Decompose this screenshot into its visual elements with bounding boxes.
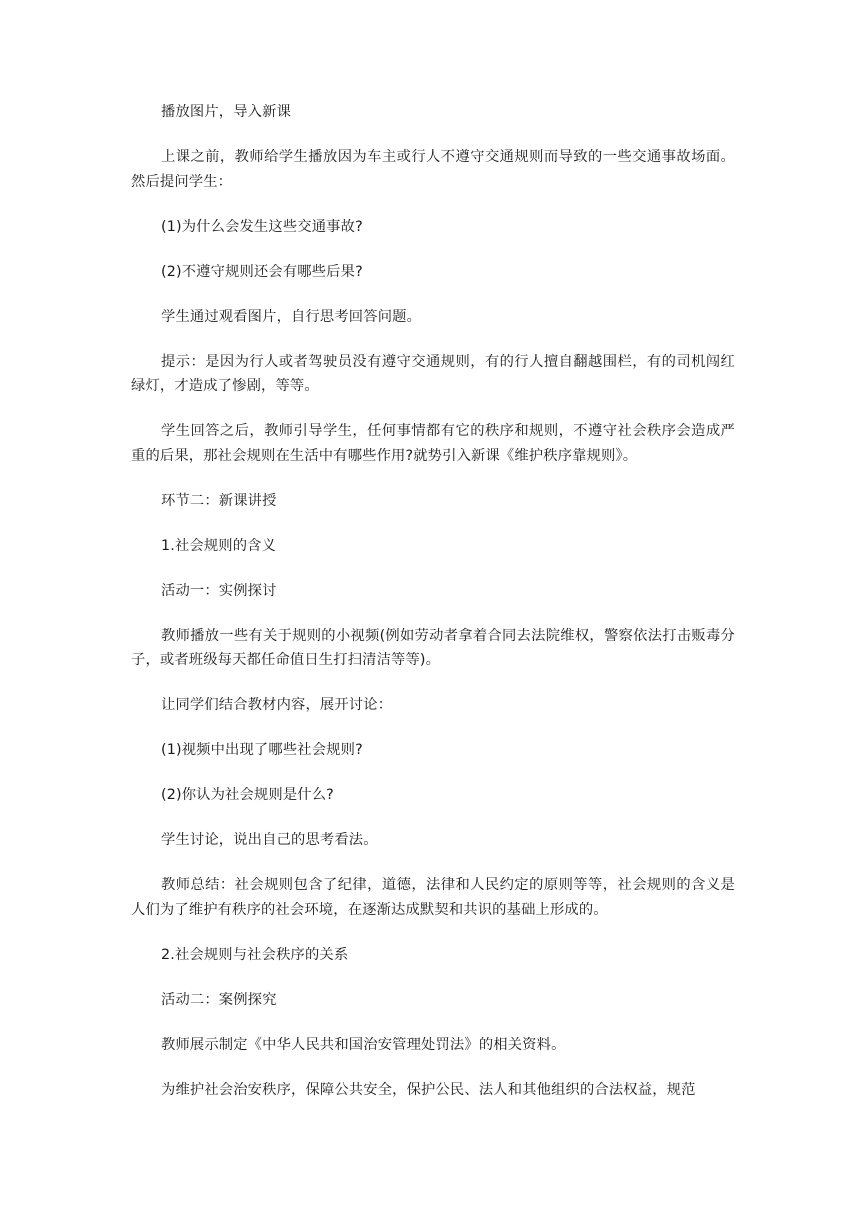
paragraph: 播放图片，导入新课: [161, 104, 292, 120]
subsection-heading: 2.社会规则与社会秩序的关系: [161, 946, 349, 963]
paragraph: (2)不遵守规则还会有哪些后果?: [161, 263, 363, 280]
paragraph: 让同学们结合教材内容，展开讨论：: [161, 697, 393, 713]
activity-heading: 活动二：案例探究: [161, 991, 277, 1008]
paragraph: 学生回答之后，教师引导学生，任何事情都有它的秩序和规则，不遵守社会秩序会造成严重的后果，那社会规则在生活中有哪些作用?就势引入新课《维护秩序靠规则》。: [131, 423, 735, 464]
subsection-heading: 1.社会规则的含义: [161, 537, 277, 554]
paragraph: 教师总结：社会规则包含了纪律，道德，法律和人民约定的原则等等，社会规则的含义是人们为了维护有秩序的社会环境，在逐渐达成默契和共识的基础上形成的。: [131, 877, 735, 918]
activity-heading: 活动一：实例探讨: [161, 582, 277, 599]
paragraph: 学生讨论，说出自己的思考看法。: [161, 832, 378, 848]
paragraph: 教师展示制定《中华人民共和国治安管理处罚法》的相关资料。: [161, 1036, 566, 1053]
paragraph: 学生通过观看图片，自行思考回答问题。: [161, 308, 422, 325]
paragraph: 为维护社会治安秩序，保障公共安全，保护公民、法人和其他组织的合法权益，规范: [161, 1081, 696, 1098]
paragraph: 上课之前，教师给学生播放因为车主或行人不遵守交通规则而导致的一些交通事故场面。然后提问学生：: [131, 149, 735, 190]
paragraph: 教师播放一些有关于规则的小视频(例如劳动者拿着合同去法院维权，警察依法打击贩毒分子，或者班级每天都任命值日生打扫清洁等等)。: [131, 627, 735, 668]
document-body: [131, 100, 735, 1123]
paragraph: (1)为什么会发生这些交通事故?: [161, 218, 363, 235]
paragraph: (2)你认为社会规则是什么?: [161, 787, 334, 803]
paragraph: 提示：是因为行人或者驾驶员没有遵守交通规则，有的行人擅自翻越围栏，有的司机闯红绿灯，才造成了惨剧，等等。: [131, 353, 735, 394]
paragraph: (1)视频中出现了哪些社会规则?: [161, 742, 363, 758]
section-heading: 环节二：新课讲授: [161, 492, 277, 509]
